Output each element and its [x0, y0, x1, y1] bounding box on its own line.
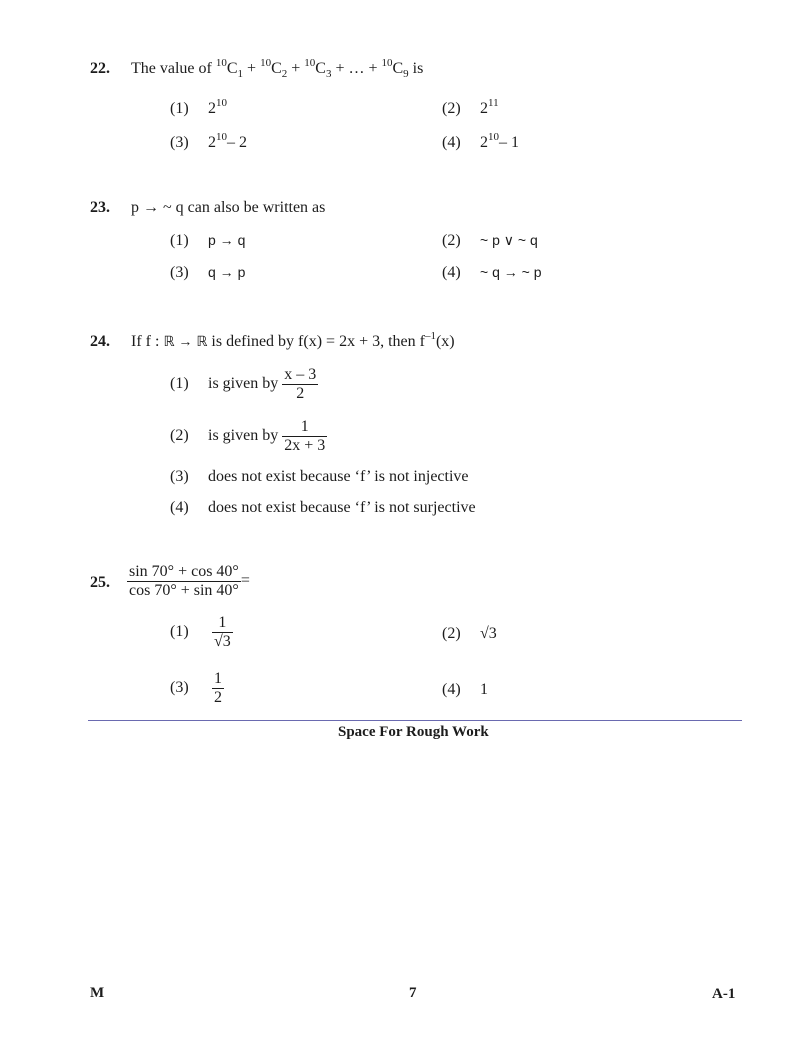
question-number: 23.	[90, 199, 110, 216]
option-25-2[interactable]: (2) √3	[442, 625, 497, 642]
option-23-2[interactable]: (2) ~ p ∨ ~ q	[442, 232, 538, 249]
option-24-4[interactable]: (4) does not exist because ‘f’ is not surjective	[170, 499, 476, 516]
page-number: 7	[409, 985, 417, 1001]
option-22-2[interactable]: (2) $2^{11}$	[442, 97, 499, 117]
question-stem: $\frac{\sin 70^\circ + \cos 40^\circ}{\cos 70^\circ + \sin 40^\circ}$ =	[129, 563, 250, 599]
question-number: 24.	[90, 333, 110, 350]
option-25-4[interactable]: (4) 1	[442, 681, 488, 698]
rough-work-divider	[88, 720, 742, 721]
fraction: $\frac{1}{2x + 3}$	[284, 418, 326, 454]
option-23-3[interactable]: (3) q → p	[170, 264, 246, 281]
fraction: $\frac{1}{√3}$	[214, 614, 231, 650]
fraction: $\frac{\sin 70^\circ + \cos 40^\circ}{\cos 70^\circ + \sin 40^\circ}$	[129, 563, 239, 599]
fraction: $\frac{x - 3}{2}$	[284, 366, 317, 402]
footer-right: A-1	[712, 986, 736, 1002]
option-24-3[interactable]: (3) does not exist because ‘f’ is not injective	[170, 468, 469, 485]
option-23-4[interactable]: (4) ~ q → ~ p	[442, 264, 542, 281]
fraction: $\frac{1}{2}$	[214, 670, 222, 706]
question-stem: The value of $^{10}C_1 + ^{10}C_2 + ^{10}C_3$ + … + $^{10}C_9$ is	[131, 57, 424, 80]
question-stem: p → ~ q can also be written as	[131, 199, 326, 216]
option-22-4[interactable]: (4) $2^{10}-$ 1	[442, 131, 519, 151]
option-23-1[interactable]: (1) p → q	[170, 232, 246, 249]
option-25-1[interactable]: (1) $\frac{1}{√3}$	[170, 614, 231, 650]
option-24-1[interactable]: (1) is given by $\frac{x - 3}{2}$	[170, 366, 317, 402]
option-24-2[interactable]: (2) is given by $\frac{1}{2x + 3}$	[170, 418, 326, 454]
question-stem: If f : ℝ → ℝ is defined by f(x) = 2x + 3, then $f^{-1}(x)$	[131, 330, 455, 350]
option-22-3[interactable]: (3) $2^{10}-$ 2	[170, 131, 247, 151]
option-25-3[interactable]: (3) $\frac{1}{2}$	[170, 670, 222, 706]
question-number: 25.	[90, 574, 110, 591]
question-number: 22.	[90, 60, 110, 77]
footer-left: M	[90, 985, 105, 1001]
option-22-1[interactable]: (1) $2^{10}$	[170, 97, 227, 117]
rough-work-label: Space For Rough Work	[338, 724, 489, 740]
